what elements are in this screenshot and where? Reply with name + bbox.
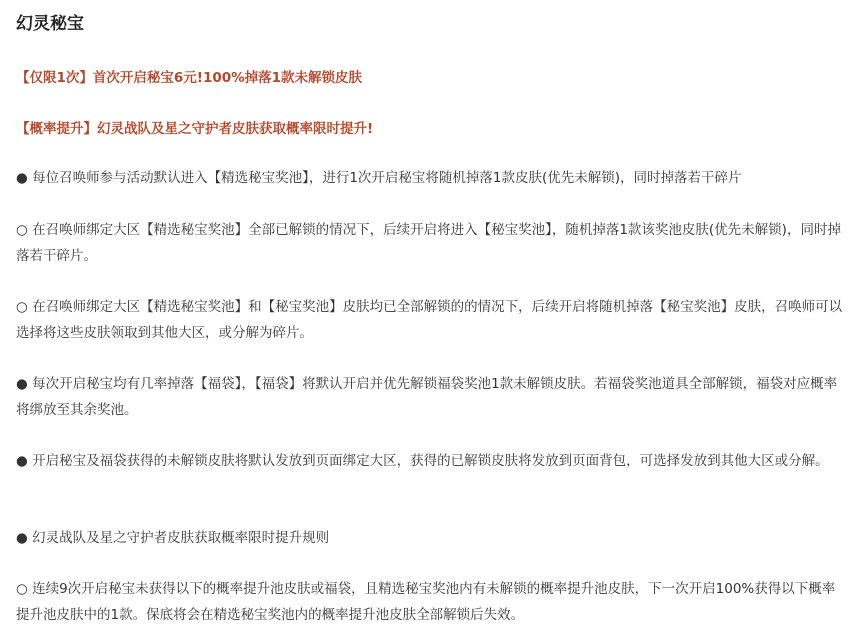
rule-paragraph-secret-pool: ○ 在召唤师绑定大区【精选秘宝奖池】全部已解锁的情况下，后续开启将进入【秘宝奖池】，随机掉落1款该奖池皮肤(优先未解锁)，同时掉落若干碎片。 [16,222,841,264]
rule-paragraph-all-unlocked: ○ 在召唤师绑定大区【精选秘宝奖池】和【秘宝奖池】皮肤均已全部解锁的的情况下，后续开启将随机掉落【秘宝奖池】皮肤，召唤师可以选择将这些皮肤领取到其他大区，或分解为碎片。 [16,299,843,341]
page-title: 幻灵秘宝 [16,14,84,34]
notice-first-open: 【仅限1次】首次开启秘宝6元!100%掉落1款未解锁皮肤 [16,70,363,86]
rule-paragraph-delivery: ● 开启秘宝及福袋获得的未解锁皮肤将默认发放到页面绑定大区，获得的已解锁皮肤将发放到页面背包，可选择发放到其他大区或分解。 [16,453,829,469]
rule-paragraph-boost-heading: ● 幻灵战队及星之守护者皮肤获取概率限时提升规则 [16,530,330,546]
rule-paragraph-pity: ○ 连续9次开启秘宝未获得以下的概率提升池皮肤或福袋，且精选秘宝奖池内有未解锁的概率提升池皮肤，下一次开启100%获得以下概率提升池皮肤中的1款。保底将会在精选秘宝奖池内的概率提升池皮肤全部解锁后失效。 [16,581,836,623]
rule-paragraph-default-pool: ● 每位召唤师参与活动默认进入【精选秘宝奖池】，进行1次开启秘宝将随机掉落1款皮肤(优先未解锁)，同时掉落若干碎片 [16,170,742,186]
rule-paragraph-lucky-bag: ● 每次开启秘宝均有几率掉落【福袋】，【福袋】将默认开启并优先解锁福袋奖池1款未解锁皮肤。若福袋奖池道具全部解锁，福袋对应概率将绑放至其余奖池。 [16,376,838,418]
notice-probability-boost: 【概率提升】幻灵战队及星之守护者皮肤获取概率限时提升! [16,121,374,137]
